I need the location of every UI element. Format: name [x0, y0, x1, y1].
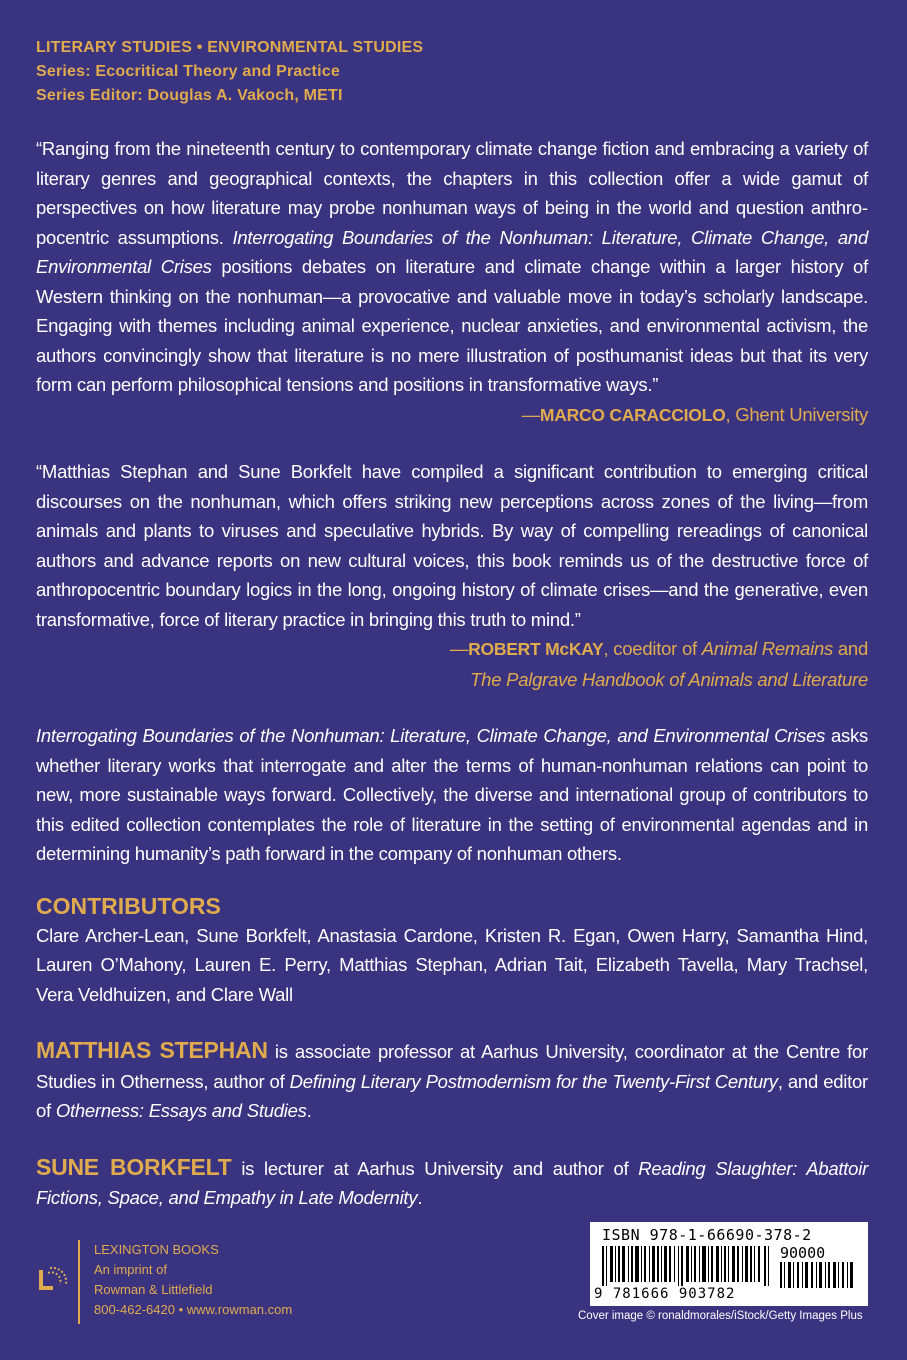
price-barcode-icon — [780, 1262, 856, 1288]
endorser-work-title-2: The Palgrave Handbook of Animals and Literature — [470, 668, 868, 690]
series-info — [36, 36, 868, 108]
bio-text: is associate professor at Aarhus University, coordinator at the Centre for Studies in Otherness, author of — [36, 1041, 868, 1092]
publisher-parent: Rowman & Littlefield — [94, 1282, 213, 1297]
endorsement-text-continued: positions debates on literature and climate change within a larger history of Western thinking on the nonhuman—a provocative and valuable move in today’s scholarly landscape. Engaging with themes including animal experience, nuclear anxieties, and environmental activism, the authors convincingly show that literature is no mere illustration of posthumanist ideas but that its very form can perform philosophical tensions and positions in transformative ways.” — [36, 256, 868, 395]
publisher-text — [94, 1240, 292, 1320]
description-text: asks whether literary works that interrogate and alter the terms of human-nonhuman relations can point to new, more sustainable ways forward. Collectively, the diverse and international group of contributors to this edited collection contemplates the role of literature in the setting of environmental agendas and in determining humanity’s path forward in the company of nonhuman others. — [36, 725, 868, 864]
series-name: Series: Ecocritical Theory and Practice — [36, 63, 340, 80]
endorsement-mckay: “Matthias Stephan and Sune Borkfelt have compiled a significant contribution to emerging critical discourses on the nonhuman, which offers striking new perceptions across zones of the living—from animals and plants to viruses and speculative hybrids. By way of compelling rereadings of canonical authors and advance reports on new cultural voices, this book reminds us of the destructive force of anthropocentric boundary logics in the long, ongoing history of climate crises—and the generative, even transformative, force of literary practice in bringing this truth to mind.” — [36, 461, 868, 630]
publisher-name: LEXINGTON BOOKS — [94, 1242, 219, 1257]
attribution-dash: — — [521, 403, 540, 425]
bio-work-title: Otherness: Essays and Studies — [55, 1100, 307, 1121]
price-code: 90000 — [780, 1244, 826, 1262]
lexington-logo-icon — [36, 1262, 70, 1296]
barcode-bars-icon — [602, 1246, 772, 1286]
bio-text: is lecturer at Aarhus University and author of — [231, 1157, 639, 1179]
bio-text: . — [417, 1187, 423, 1208]
isbn-barcode — [590, 1222, 868, 1306]
endorser-affiliation: , Ghent University — [725, 403, 868, 425]
contributors-list: Clare Archer-Lean, Sune Borkfelt, Anastasia Cardone, Kristen R. Egan, Owen Harry, Samantha Hind, Lauren O’Mahony, Lauren E. Perry, Matthias Stephan, Adrian Tait, Elizabeth Tavella, Mary Trachsel, Vera Veldhuizen, and Clare Wall — [36, 924, 868, 1005]
attribution-dash: — — [449, 638, 469, 659]
barcode-digits: 9 781666 903782 — [594, 1286, 736, 1302]
subject-category: LITERARY STUDIES • ENVIRONMENTAL STUDIES — [36, 39, 424, 56]
bio-text: . — [306, 1100, 312, 1121]
publisher-block — [36, 1240, 292, 1326]
endorsement-caracciolo — [36, 134, 868, 400]
endorser-name: ROBERT McKAY — [468, 639, 604, 659]
contributors-heading: CONTRIBUTORS — [36, 892, 221, 919]
isbn-number: ISBN 978-1-66690-378-2 — [602, 1226, 812, 1244]
book-description — [36, 721, 868, 869]
series-editor: Series Editor: Douglas A. Vakoch, METI — [36, 87, 343, 104]
publisher-contact: 800-462-6420 • www.rowman.com — [94, 1302, 293, 1317]
editor-bio-stephan — [36, 1036, 868, 1126]
back-cover-content — [36, 36, 868, 1213]
bio-work-title: Reading Slaughter: Abattoir Fictions, Space, and Empathy in Late Modernity — [36, 1157, 868, 1208]
editor-bio-borkfelt — [36, 1153, 868, 1213]
bio-work-title: Defining Literary Postmodernism for the Twenty-First Century — [289, 1070, 778, 1092]
cover-image-credit: Cover image © ronaldmorales/iStock/Getty Images Plus — [578, 1310, 863, 1322]
endorsement-attribution — [36, 400, 868, 431]
lexington-books-logo — [36, 1240, 80, 1324]
endorsement-attribution-mckay — [36, 634, 868, 665]
endorser-affiliation: , coeditor of — [603, 638, 702, 659]
editor-name: MATTHIAS STEPHAN — [36, 1037, 268, 1063]
endorsement-attribution-line2 — [36, 665, 868, 695]
publisher-imprint: An imprint of — [94, 1262, 167, 1277]
bio-text: , and editor of — [36, 1070, 868, 1121]
endorser-work-title: Animal Remains — [701, 638, 833, 659]
endorser-affiliation-and: and — [832, 638, 868, 659]
endorser-name: MARCO CARACCIOLO — [539, 404, 726, 425]
book-title-reference: Interrogating Boundaries of the Nonhuman: Literature, Climate Change, and Environmental Crises — [36, 226, 868, 277]
editor-name: SUNE BORKFELT — [36, 1153, 232, 1180]
book-title-reference: Interrogating Boundaries of the Nonhuman: Literature, Climate Change, and Environmental Crises — [36, 725, 826, 746]
endorsement-text: “Ranging from the nineteenth century to contemporary climate change fiction and embracing a variety of literary genres and geographical contexts, the chapters in this collection offer a wide gamut of perspectives on how literature may probe nonhuman ways of being in the world and question anthropocentric assumptions. — [36, 138, 868, 248]
